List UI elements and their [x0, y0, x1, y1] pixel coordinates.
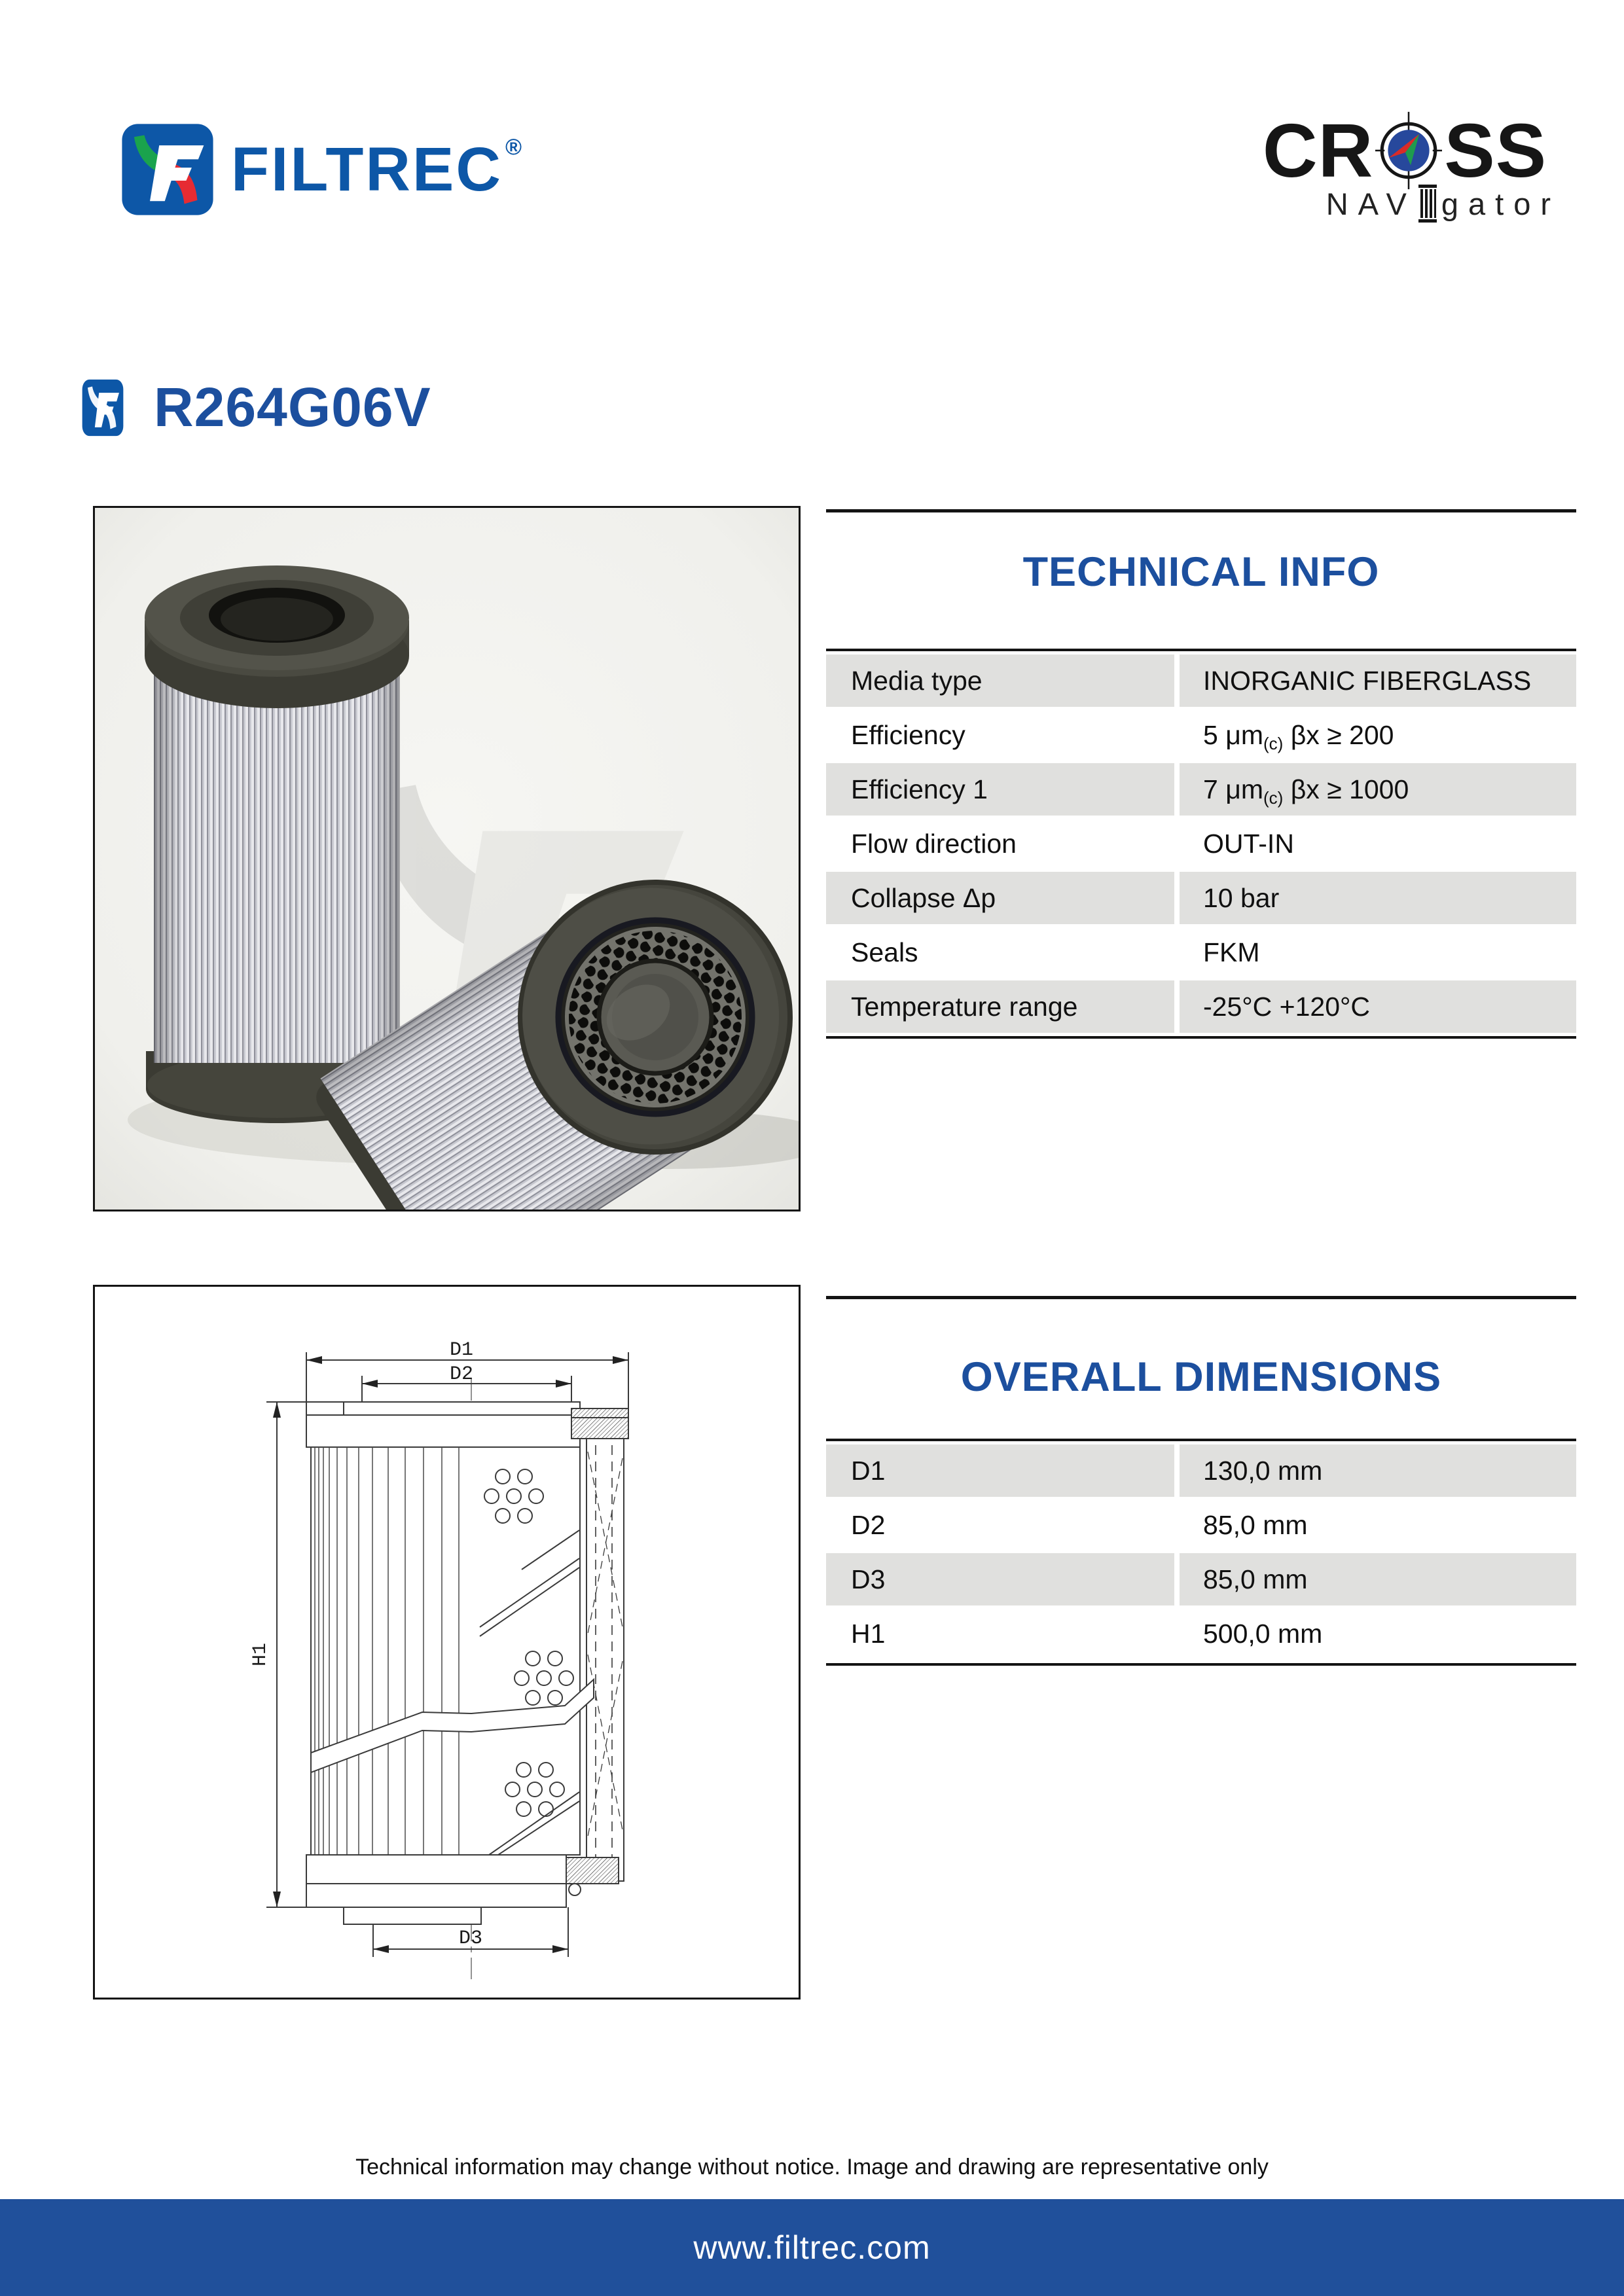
table-row: Efficiency 1 7 μm (c) βx ≥ 1000: [826, 763, 1576, 816]
brand-wordmark: FILTREC: [231, 134, 503, 204]
footer-bar: [0, 2199, 1624, 2296]
filter-element-standing: [145, 565, 409, 1123]
table-row: D2 85,0 mm: [851, 1509, 1308, 1540]
cross-navigator-logo: [1242, 108, 1567, 223]
table-row: H1 500,0 mm: [851, 1618, 1323, 1649]
table-row: Seals FKM: [851, 937, 1260, 967]
registered-trademark: ®: [505, 134, 522, 160]
product-photo: [93, 506, 801, 1211]
column-icon: [1418, 185, 1437, 223]
cross-wordmark: CR SS: [1262, 108, 1547, 193]
filtrec-mark-icon: [82, 379, 124, 437]
table-row: Collapse Δp 10 bar: [826, 872, 1576, 924]
dim-label-d1: D1: [449, 1339, 474, 1361]
overall-dimensions-table: [826, 1439, 1576, 1666]
technical-drawing: [93, 1285, 801, 2000]
filtrec-logo-icon: [120, 123, 215, 216]
overall-dimensions-title: OVERALL DIMENSIONS: [960, 1354, 1442, 1400]
table-row: Flow direction OUT-IN: [851, 828, 1294, 859]
technical-info-table: [826, 649, 1576, 1039]
table-row: Media type INORGANIC FIBERGLASS: [826, 655, 1576, 707]
section-divider: [826, 1296, 1576, 1299]
product-code: R264G06V: [154, 376, 431, 438]
dimension-drawing: [95, 1287, 799, 1998]
technical-info-title: TECHNICAL INFO: [1022, 549, 1380, 595]
filtrec-logo: [120, 123, 522, 216]
dim-label-d3: D3: [458, 1928, 483, 1950]
section-divider: [826, 509, 1576, 512]
navigator-wordmark: NAV gator: [1242, 185, 1567, 223]
website-link[interactable]: www.filtrec.com: [693, 2229, 931, 2266]
product-header: [82, 376, 431, 439]
disclaimer-text: Technical information may change without notice. Image and drawing are representative only: [355, 2155, 1269, 2179]
table-row: D1 130,0 mm: [826, 1444, 1576, 1497]
compass-icon: [1375, 113, 1442, 188]
dim-label-d2: D2: [449, 1363, 474, 1386]
dim-label-h1: H1: [249, 1642, 272, 1667]
table-row: Temperature range -25°C +120°C: [826, 980, 1576, 1033]
table-row: Efficiency 5 μm (c) βx ≥ 200: [851, 719, 1394, 753]
filter-photo-illustration: [95, 508, 799, 1210]
table-row: D3 85,0 mm: [826, 1553, 1576, 1605]
